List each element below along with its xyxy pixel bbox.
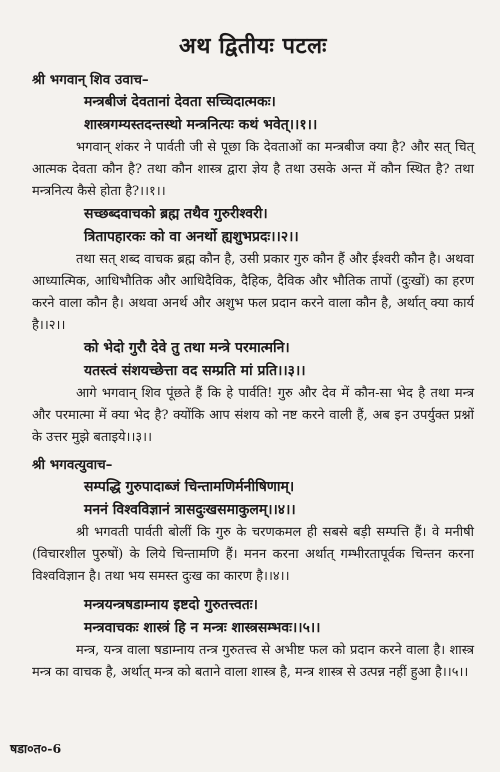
chapter-title: अथ द्वितीयः पटलः	[179, 33, 327, 59]
verse-3-line-2: यतस्त्वं संशयच्छेत्ता वद सम्प्रति मां प्रति।।३।।	[84, 363, 306, 379]
verse-2-line-1: सच्छब्दवाचको ब्रह्म तथैव गुरुरीश्वरी।	[84, 206, 268, 222]
verse-1-line-1: मन्त्रबीजं देवतानां देवता सच्चिदात्मकः।	[84, 94, 276, 110]
verse-5-line-1: मन्त्रयन्त्रषडाम्नाय इष्टदो गुरुतत्त्वतः।	[84, 597, 258, 613]
commentary-4: श्री भगवती पार्वती बोलीं कि गुरु के चरणकमल ही सबसे बड़ी सम्पत्ति हैं। वे मनीषी (विचारशील पुरुषों) के लिये चिन्तामणि हैं। मनन करना अर्थात् गम्भीरतापूर्वक चिन्तन करना विश्वविज्ञान है। तथा भय समस्त दुःख का कारण है।।४।।	[32, 525, 474, 584]
page-footer-signature: षडा०त०-6	[10, 741, 62, 756]
verse-4-line-2: मननं विश्वविज्ञानं त्रासदुःखसमाकुलम्।।४।।	[84, 502, 296, 518]
commentary-5: मन्त्र, यन्त्र वाला षडाम्नाय तन्त्र गुरुतत्त्व से अभीष्ट फल को प्रदान करने वाला है। शास्त्र मन्त्र का वाचक है, अर्थात् मन्त्र को बताने वाला शास्त्र है, मन्त्र शास्त्र से उत्पन्न नहीं हुआ है।।५।।	[32, 643, 474, 680]
speaker-devi: श्री भगवत्युवाच–	[32, 457, 113, 473]
commentary-3: आगे भगवान् शिव पूंछते हैं कि हे पार्वति! गुरु और देव में कौन-सा भेद है तथा मन्त्र और परमात्मा में क्या भेद है? क्योंकि आप संशय को नष्ट करने वाली हैं, अब इन उपर्युक्त प्रश्नों के उत्तर मुझे बताइये।।३।।	[32, 386, 474, 445]
commentary-1: भगवान् शंकर ने पार्वती जी से पूछा कि देवताओं का मन्त्रबीज क्या है? और सत् चित् आत्मक देवता कौन है? तथा कौन शास्त्र द्वारा ज्ञेय है तथा उसके अन्त में कौन स्थित है? तथा मन्त्रनित्य कैसे होता है?।।१।।	[32, 140, 474, 199]
verse-3-line-1: को भेदो गुरौ देवे तु तथा मन्त्रे परमात्मनि।	[84, 340, 290, 356]
commentary-2: तथा सत् शब्द वाचक ब्रह्म कौन है, उसी प्रकार गुरु कौन हैं और ईश्वरी कौन है। अथवा आध्यात्मिक, आधिभौतिक और आधिदैविक, दैहिक, दैविक और भौतिक तापों (दुःखों) का हरण करने वाला कौन है। अथवा अनर्थ और अशुभ फल प्रदान करने वाला कौन है, अर्थात् क्या कार्य है।।२।।	[32, 252, 474, 333]
speaker-shiva: श्री भगवान् शिव उवाच–	[32, 72, 149, 88]
verse-1-line-2: शास्त्रगम्यस्तदन्तस्थो मन्त्रनित्यः कथं भवेत्।।१।।	[84, 117, 318, 133]
verse-5-line-2: मन्त्रवाचकः शास्त्रं हि न मन्त्रः शास्त्रसम्भवः।।५।।	[84, 620, 321, 636]
verse-4-line-1: सम्पद्धि गुरुपादाब्जं चिन्तामणिर्मनीषिणाम्।	[84, 479, 295, 495]
verse-2-line-2: त्रितापहारकः को वा अनर्थो ह्यशुभप्रदः।।२।।	[84, 229, 299, 245]
